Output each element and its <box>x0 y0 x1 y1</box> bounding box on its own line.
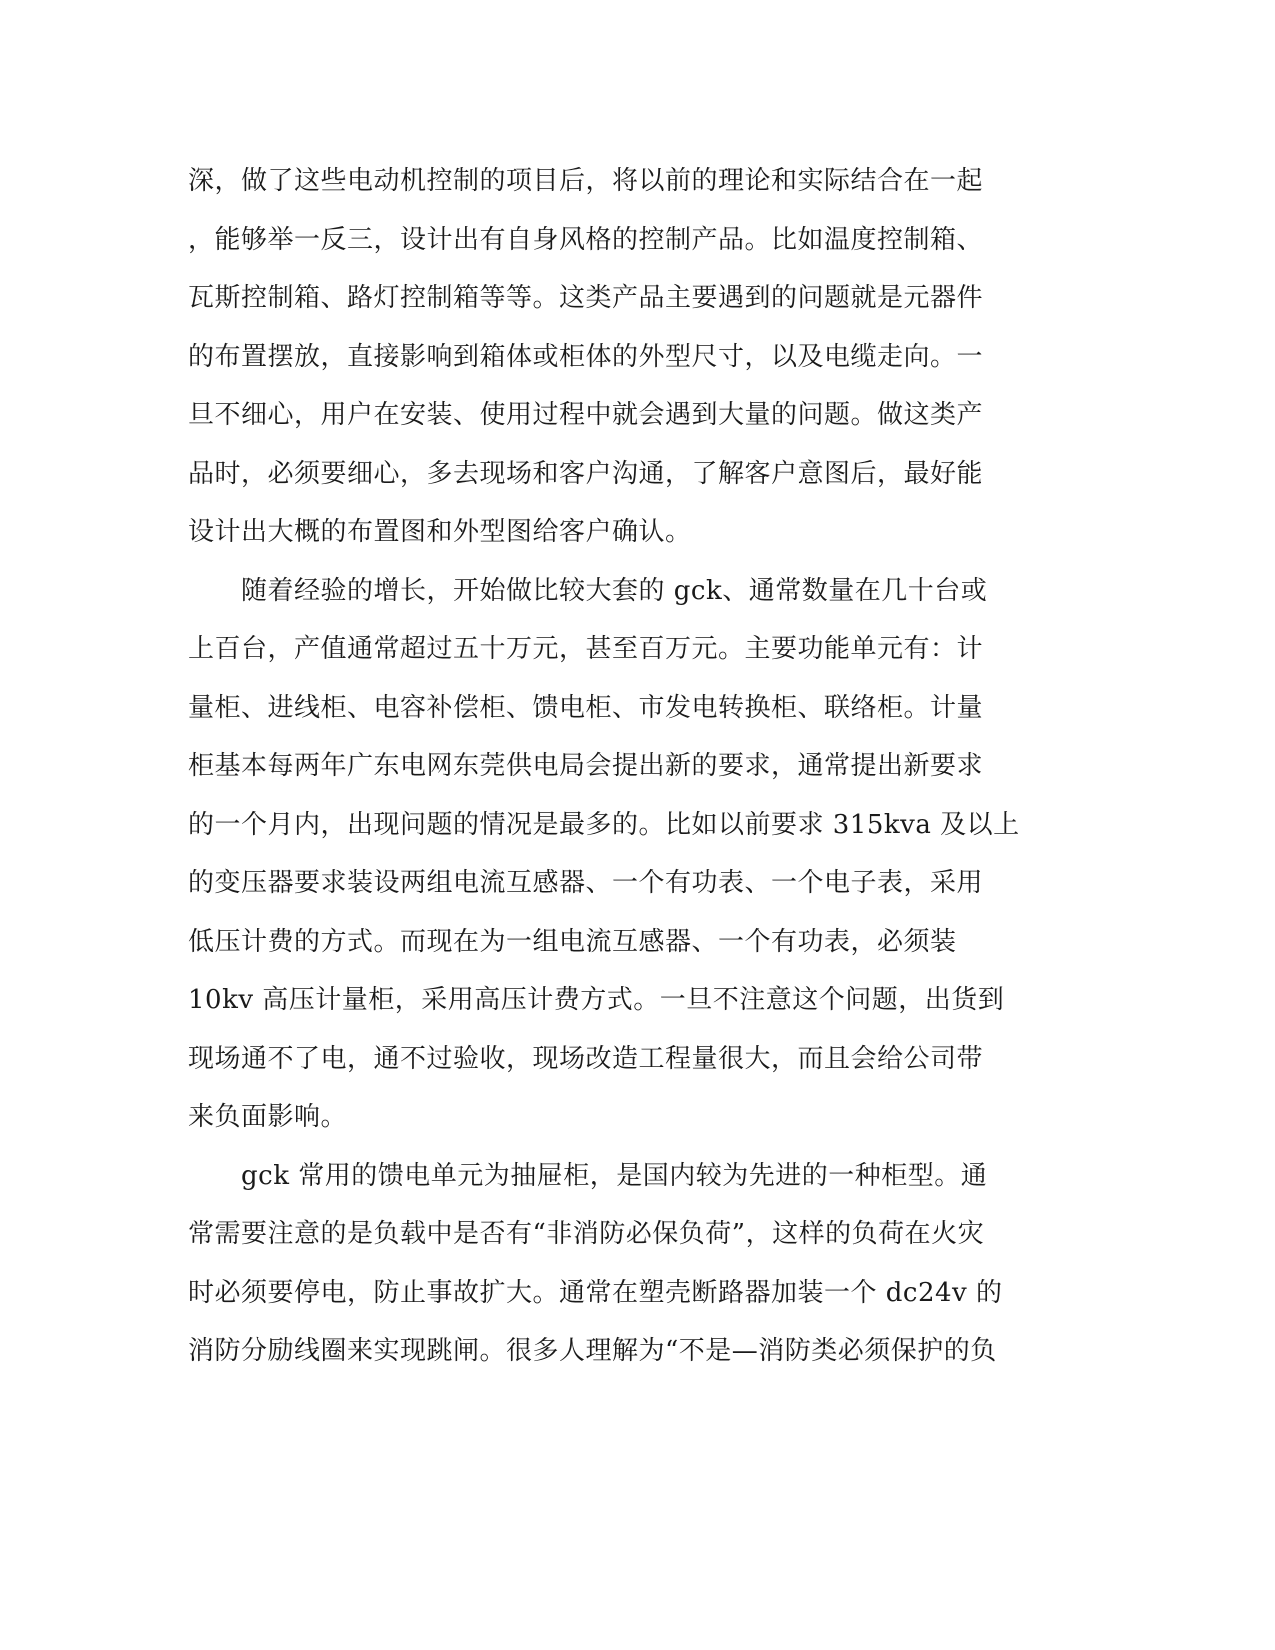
text-line: 低压计费的方式。而现在为一组电流互感器、一个有功表，必须装 <box>188 926 957 957</box>
text-line: 设计出大概的布置图和外型图给客户确认。 <box>188 517 692 547</box>
text-line: 深，做了这些电动机控制的项目后，将以前的理论和实际结合在一起 <box>188 166 984 196</box>
text-line: 柜基本每两年广东电网东莞供电局会提出新的要求，通常提出新要求 <box>188 751 984 781</box>
text-line: 常需要注意的是负载中是否有“非消防必保负荷”，这样的负荷在火灾 <box>188 1219 985 1249</box>
text-line: 来负面影响。 <box>188 1102 348 1132</box>
text-line: 时必须要停电，防止事故扩大。通常在塑壳断路器加装一个 dc24v 的 <box>188 1277 1003 1308</box>
text-line: 旦不细心，用户在安装、使用过程中就会遇到大量的问题。做这类产 <box>188 400 984 430</box>
text-line: 10kv 高压计量柜，采用高压计费方式。一旦不注意这个问题，出货到 <box>188 985 1005 1015</box>
text-line: ，能够举一反三，设计出有自身风格的控制产品。比如温度控制箱、 <box>188 224 984 255</box>
text-line: 品时，必须要细心，多去现场和客户沟通，了解客户意图后，最好能 <box>188 458 984 489</box>
text-line: 的变压器要求装设两组电流互感器、一个有功表、一个电子表，采用 <box>188 868 984 898</box>
text-line: 随着经验的增长，开始做比较大套的 gck、通常数量在几十台或 <box>188 575 988 606</box>
text-line: 消防分励线圈来实现跳闸。很多人理解为“不是—消防类必须保护的负 <box>188 1336 997 1366</box>
text-line: gck 常用的馈电单元为抽屉柜，是国内较为先进的一种柜型。通 <box>188 1160 988 1191</box>
text-line: 瓦斯控制箱、路灯控制箱等等。这类产品主要遇到的问题就是元器件 <box>188 283 984 313</box>
text-line: 的一个月内，出现问题的情况是最多的。比如以前要求 315kva 及以上 <box>188 809 1020 840</box>
text-line: 现场通不了电，通不过验收，现场改造工程量很大，而且会给公司带 <box>188 1043 984 1074</box>
body-text <box>188 152 1088 1381</box>
text-line: 上百台，产值通常超过五十万元，甚至百万元。主要功能单元有：计 <box>188 634 984 664</box>
text-line: 的布置摆放，直接影响到箱体或柜体的外型尺寸，以及电缆走向。一 <box>188 341 984 372</box>
text-line: 量柜、进线柜、电容补偿柜、馈电柜、市发电转换柜、联络柜。计量 <box>188 692 984 723</box>
